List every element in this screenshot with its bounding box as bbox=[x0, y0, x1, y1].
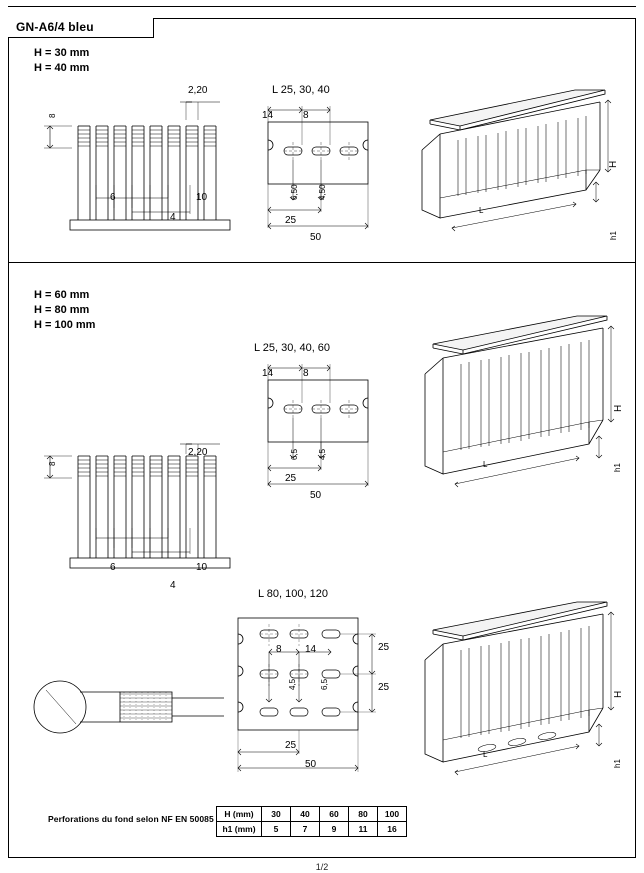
base-view-2-title-bottom: L 80, 100, 120 bbox=[258, 588, 328, 600]
dim-pitch-right-bottom: 10 bbox=[196, 562, 208, 573]
table-cell: 7 bbox=[291, 822, 320, 837]
base-view-top-drawing bbox=[250, 100, 390, 250]
dim-height-top-iso: H bbox=[608, 160, 619, 168]
dim-row-pitch-1-bottom2: 25 bbox=[378, 642, 390, 653]
dim-pitch-right-top: 10 bbox=[196, 192, 208, 203]
dim-length-bottom1: 50 bbox=[310, 490, 322, 501]
front-view-top-drawing bbox=[20, 80, 250, 240]
height-option: H = 30 mm bbox=[34, 47, 90, 59]
dim-height-bottom-iso1: H bbox=[613, 404, 624, 412]
dim-hole-pos-2-bottom1: 4,5 bbox=[318, 448, 327, 460]
dim-pitch-left-bottom: 6 bbox=[110, 562, 116, 573]
height-group-top bbox=[34, 46, 89, 76]
dim-pitch-bottom1: 25 bbox=[285, 473, 297, 484]
table-cell: 40 bbox=[291, 807, 320, 822]
dim-offset-b-bottom1: 8 bbox=[303, 368, 309, 379]
table-cell: 100 bbox=[378, 807, 407, 822]
height-option: H = 40 mm bbox=[34, 62, 90, 74]
dim-offset-a-bottom2: 8 bbox=[276, 644, 282, 655]
dim-slot-width-bottom: 4 bbox=[170, 580, 176, 591]
dim-hole-pos-2-top: 4,50 bbox=[318, 184, 327, 200]
table-cell: 16 bbox=[378, 822, 407, 837]
dim-slot-width-top: 4 bbox=[170, 212, 176, 223]
dim-length-bottom-iso1: L bbox=[483, 460, 488, 469]
base-view-1-bottom-drawing bbox=[250, 358, 390, 508]
dim-pitch-left-top: 6 bbox=[110, 192, 116, 203]
page-number: 1/2 bbox=[315, 862, 329, 872]
dim-h1-bottom-iso1: h1 bbox=[613, 463, 622, 472]
table-cell: 9 bbox=[320, 822, 349, 837]
dim-hole-pos-2-bottom2: 6,5 bbox=[320, 678, 329, 690]
dim-length-top: 50 bbox=[310, 232, 322, 243]
dim-offset-b-bottom2: 14 bbox=[305, 644, 317, 655]
dim-tooth-height-bottom: 8 bbox=[48, 461, 57, 466]
table-row bbox=[217, 822, 407, 837]
dim-offset-a-top: 14 bbox=[262, 110, 274, 121]
table-cell: 11 bbox=[349, 822, 378, 837]
dim-length-bottom2: 50 bbox=[305, 759, 317, 770]
iso-view-1-bottom-drawing bbox=[405, 310, 620, 500]
dim-h1-top-iso: h1 bbox=[609, 231, 618, 240]
height-option: H = 100 mm bbox=[34, 319, 96, 331]
height-option: H = 60 mm bbox=[34, 289, 90, 301]
table-cell: 80 bbox=[349, 807, 378, 822]
dim-hole-pos-1-top: 6,50 bbox=[290, 184, 299, 200]
table-cell: 30 bbox=[262, 807, 291, 822]
section-divider bbox=[9, 262, 635, 263]
dim-offset-a-bottom1: 14 bbox=[262, 368, 274, 379]
base-view-title-top: L 25, 30, 40 bbox=[272, 84, 330, 96]
dim-height-bottom-iso2: H bbox=[613, 690, 624, 698]
table-header-h: H (mm) bbox=[217, 807, 262, 822]
dim-pitch-bottom2: 25 bbox=[285, 740, 297, 751]
table-header-h1: h1 (mm) bbox=[217, 822, 262, 837]
dim-length-bottom-iso2: L bbox=[483, 750, 488, 759]
dim-row-pitch-2-bottom2: 25 bbox=[378, 682, 390, 693]
base-view-1-title-bottom: L 25, 30, 40, 60 bbox=[254, 342, 331, 354]
dim-hole-pos-1-bottom1: 6,5 bbox=[290, 448, 299, 460]
footnote-text: Perforations du fond selon NF EN 50085 bbox=[48, 814, 214, 824]
page-top-rule bbox=[8, 6, 636, 7]
dim-tooth-width-bottom: 2,20 bbox=[188, 447, 208, 458]
dim-offset-b-top: 8 bbox=[303, 110, 309, 121]
tab-label: GN-A6/4 bleu bbox=[16, 20, 94, 34]
iso-view-top-drawing bbox=[400, 78, 615, 253]
dim-pitch-top: 25 bbox=[285, 215, 297, 226]
height-group-bottom bbox=[34, 288, 95, 333]
height-option: H = 80 mm bbox=[34, 304, 90, 316]
table-cell: 5 bbox=[262, 822, 291, 837]
dim-tooth-height-top: 8 bbox=[48, 113, 57, 118]
iso-view-2-bottom-drawing bbox=[405, 600, 620, 795]
dim-tooth-width-top: 2,20 bbox=[188, 85, 208, 96]
table-row bbox=[217, 807, 407, 822]
dim-length-top-iso: L bbox=[479, 206, 484, 215]
dim-h1-bottom-iso2: h1 bbox=[613, 759, 622, 768]
spec-table bbox=[216, 806, 407, 837]
table-cell: 60 bbox=[320, 807, 349, 822]
dim-hole-pos-1-bottom2: 4,5 bbox=[288, 678, 297, 690]
base-view-2-bottom-drawing bbox=[228, 606, 398, 781]
detail-callout-drawing bbox=[28, 672, 228, 742]
